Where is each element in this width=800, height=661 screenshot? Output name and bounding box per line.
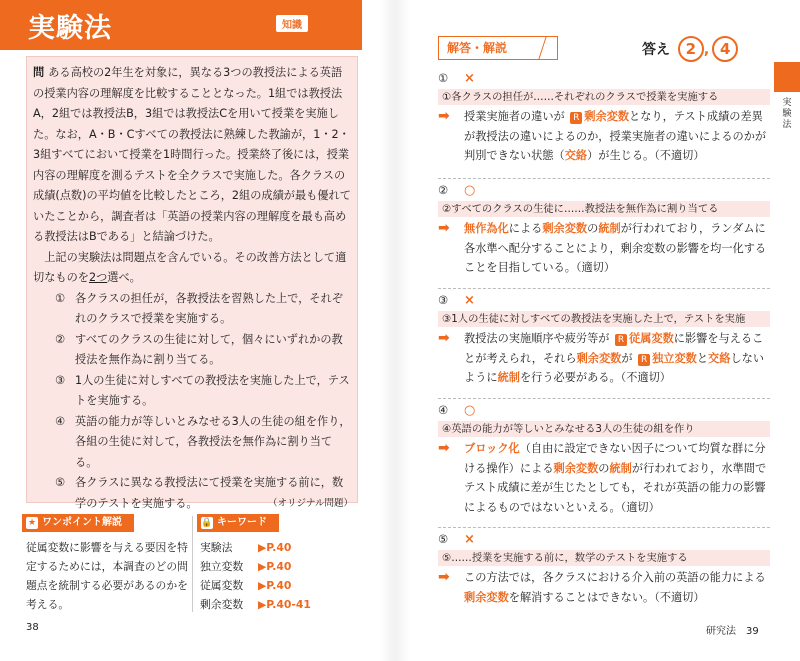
item-quote: ⑤……授業を実施する前に，数学のテストを実施する xyxy=(438,550,770,566)
question-box xyxy=(26,56,358,510)
explanation-item-2 xyxy=(438,182,770,278)
answer-separator: , xyxy=(703,42,710,58)
item-quote: ①各クラスの担任が……それぞれのクラスで授業を実施する xyxy=(438,89,770,105)
underlined-count: 2つ xyxy=(88,271,108,284)
option-3: ③ 1人の生徒に対しすべての教授法を実施した上で，テストを実施する。 xyxy=(54,373,350,407)
explanation-item-5 xyxy=(438,531,770,607)
circle-mark: ○ xyxy=(464,403,476,419)
item-divider xyxy=(438,527,770,528)
keyword-item: 実験法 ▶P.40 xyxy=(200,541,292,554)
item-number: ④ xyxy=(438,404,449,418)
book-gutter xyxy=(380,0,410,661)
question-label: 問 xyxy=(33,66,45,79)
keyword-badge-icon: R xyxy=(615,334,627,346)
arrow-icon: ➡ xyxy=(438,108,450,124)
item-number: ① xyxy=(438,72,449,86)
item-divider xyxy=(438,178,770,179)
item-text: 教授法の実施順序や疲労等が R 従属変数に影響を与えることが考えられ，それら剰余変数が R 独立変数と交絡しないように統制を行う必要がある。（不適切） xyxy=(464,332,765,384)
answer-header: 解答・解説 xyxy=(447,41,508,55)
item-quote: ②すべてのクラスの生徒に……教授法を無作為に割り当てる xyxy=(438,201,770,217)
column-divider xyxy=(192,516,193,612)
item-divider xyxy=(438,288,770,289)
explanation-item-1 xyxy=(438,70,770,166)
page-number-right: 39 xyxy=(746,626,759,637)
answer-circle-2: 4 xyxy=(712,36,738,62)
keyword-badge-icon: R xyxy=(570,112,582,124)
cross-mark: × xyxy=(464,293,475,309)
answer-circle-1: 2 xyxy=(678,36,704,62)
item-number: ③ xyxy=(438,294,449,308)
option-1: ① 各クラスの担任が，各教授法を習熟した上で，それぞれのクラスで授業を実施する。 xyxy=(54,291,343,325)
header-notch xyxy=(336,0,362,50)
keyword-label: 🔒 キーワード xyxy=(197,514,279,532)
keyword-item: 独立変数 ▶P.40 xyxy=(200,560,292,573)
onepoint-label: ★ ワンポイント解説 xyxy=(22,514,134,532)
item-number: ⑤ xyxy=(438,533,449,547)
option-5: ⑤ 各クラスに異なる教授法にて授業を実施する前に，数学のテストを実施する。 （オリジナル問題） xyxy=(33,473,353,514)
option-2: ② すべてのクラスの生徒に対して，個々にいずれかの教授法を無作為に割り当てる。 xyxy=(54,332,343,366)
footer xyxy=(706,622,759,637)
star-icon: ★ xyxy=(27,518,37,528)
item-number: ② xyxy=(438,184,449,198)
onepoint-text: 従属変数に影響を与える要因を特定するためには，本調査のどの問題点を統制する必要があるのかを考える。 xyxy=(26,541,188,611)
circle-mark: ○ xyxy=(464,183,476,199)
cross-mark: × xyxy=(464,71,475,87)
item-quote: ③1人の生徒に対しすべての教授法を実施した上で，テストを実施 xyxy=(438,311,770,327)
arrow-icon: ➡ xyxy=(438,330,450,346)
side-tab-label: 実験法 xyxy=(782,98,792,130)
answer-label: 答え xyxy=(642,42,670,58)
item-text: 授業実施者の違いが R 剰余変数となり，テスト成績の差異が教授法の違いによるのか，授業実施者の違いによるのかが判別できない状態（交絡）が生じる。（不適切） xyxy=(464,110,767,162)
answer-line xyxy=(642,36,738,62)
keyword-item: 従属変数 ▶P.40 xyxy=(200,579,292,592)
item-text: 無作為化による剰余変数の統制が行われており，ランダムに各水準へ配分することにより，剰余変数の影響を均一化することを目指している。（適切） xyxy=(464,222,767,274)
keyword-item: 剰余変数 ▶P.40-41 xyxy=(200,598,311,611)
lock-icon: 🔒 xyxy=(201,518,213,528)
keyword-badge-icon: R xyxy=(638,354,650,366)
arrow-icon: ➡ xyxy=(438,220,450,236)
side-tab xyxy=(774,62,800,92)
left-page xyxy=(0,0,380,661)
option-4: ④ 英語の能力が等しいとみなせる3人の生徒の組を作り，各組の生徒に対して，各教授法を無作為に割り当てる。 xyxy=(54,414,351,469)
item-divider xyxy=(438,398,770,399)
question-text: 問 ある高校の2年生を対象に，異なる3つの教授法による英語の授業内容の理解度を比較することとなった。1組では教授法A，2組では教授法B，3組では教授法Cを用いて授業を実施した。なお，A・B・Cすべての教授法に熟練した教諭が，1・2・3組すべてにおいて授業を1時間行った。授業終了後には，授業内容の理解度を測るテストを全クラスで実施した。各クラスの成績(点数)の平均値を比較したところ，2組の成績が最も優れていたことから，調査者は「英語の授業内容の理解度を最も高める教授法はBである」と結論づけた。 xyxy=(33,66,351,243)
explanation-item-4 xyxy=(438,402,770,517)
cross-mark: × xyxy=(464,532,475,548)
item-text: この方法では，各クラスにおける介入前の英語の能力による剰余変数を解消することはできない。（不適切） xyxy=(464,571,766,604)
explanation-item-3 xyxy=(438,292,770,388)
question-instruction: 上記の実験法は問題点を含んでいる。その改善方法として適切なものを2つ選べ。 xyxy=(33,250,347,284)
footer-label: 研究法 xyxy=(706,626,736,637)
item-quote: ④英語の能力が等しいとみなせる3人の生徒の組を作り xyxy=(438,421,770,437)
item-text: ブロック化（自由に設定できない因子について均質な群に分ける操作）による剰余変数の統制が行われており，水準間でテスト成績に差が生じたとしても，それが英語の能力の影響によるものではないといえる。（適切） xyxy=(464,442,767,514)
chapter-title: 実験法 xyxy=(28,13,112,44)
arrow-icon: ➡ xyxy=(438,440,450,456)
arrow-icon: ➡ xyxy=(438,569,450,585)
right-page xyxy=(410,0,800,661)
source-note: （オリジナル問題） xyxy=(267,497,353,509)
page-number-left: 38 xyxy=(26,622,39,633)
knowledge-badge: 知識 xyxy=(276,15,308,32)
keyword-list xyxy=(200,538,311,614)
